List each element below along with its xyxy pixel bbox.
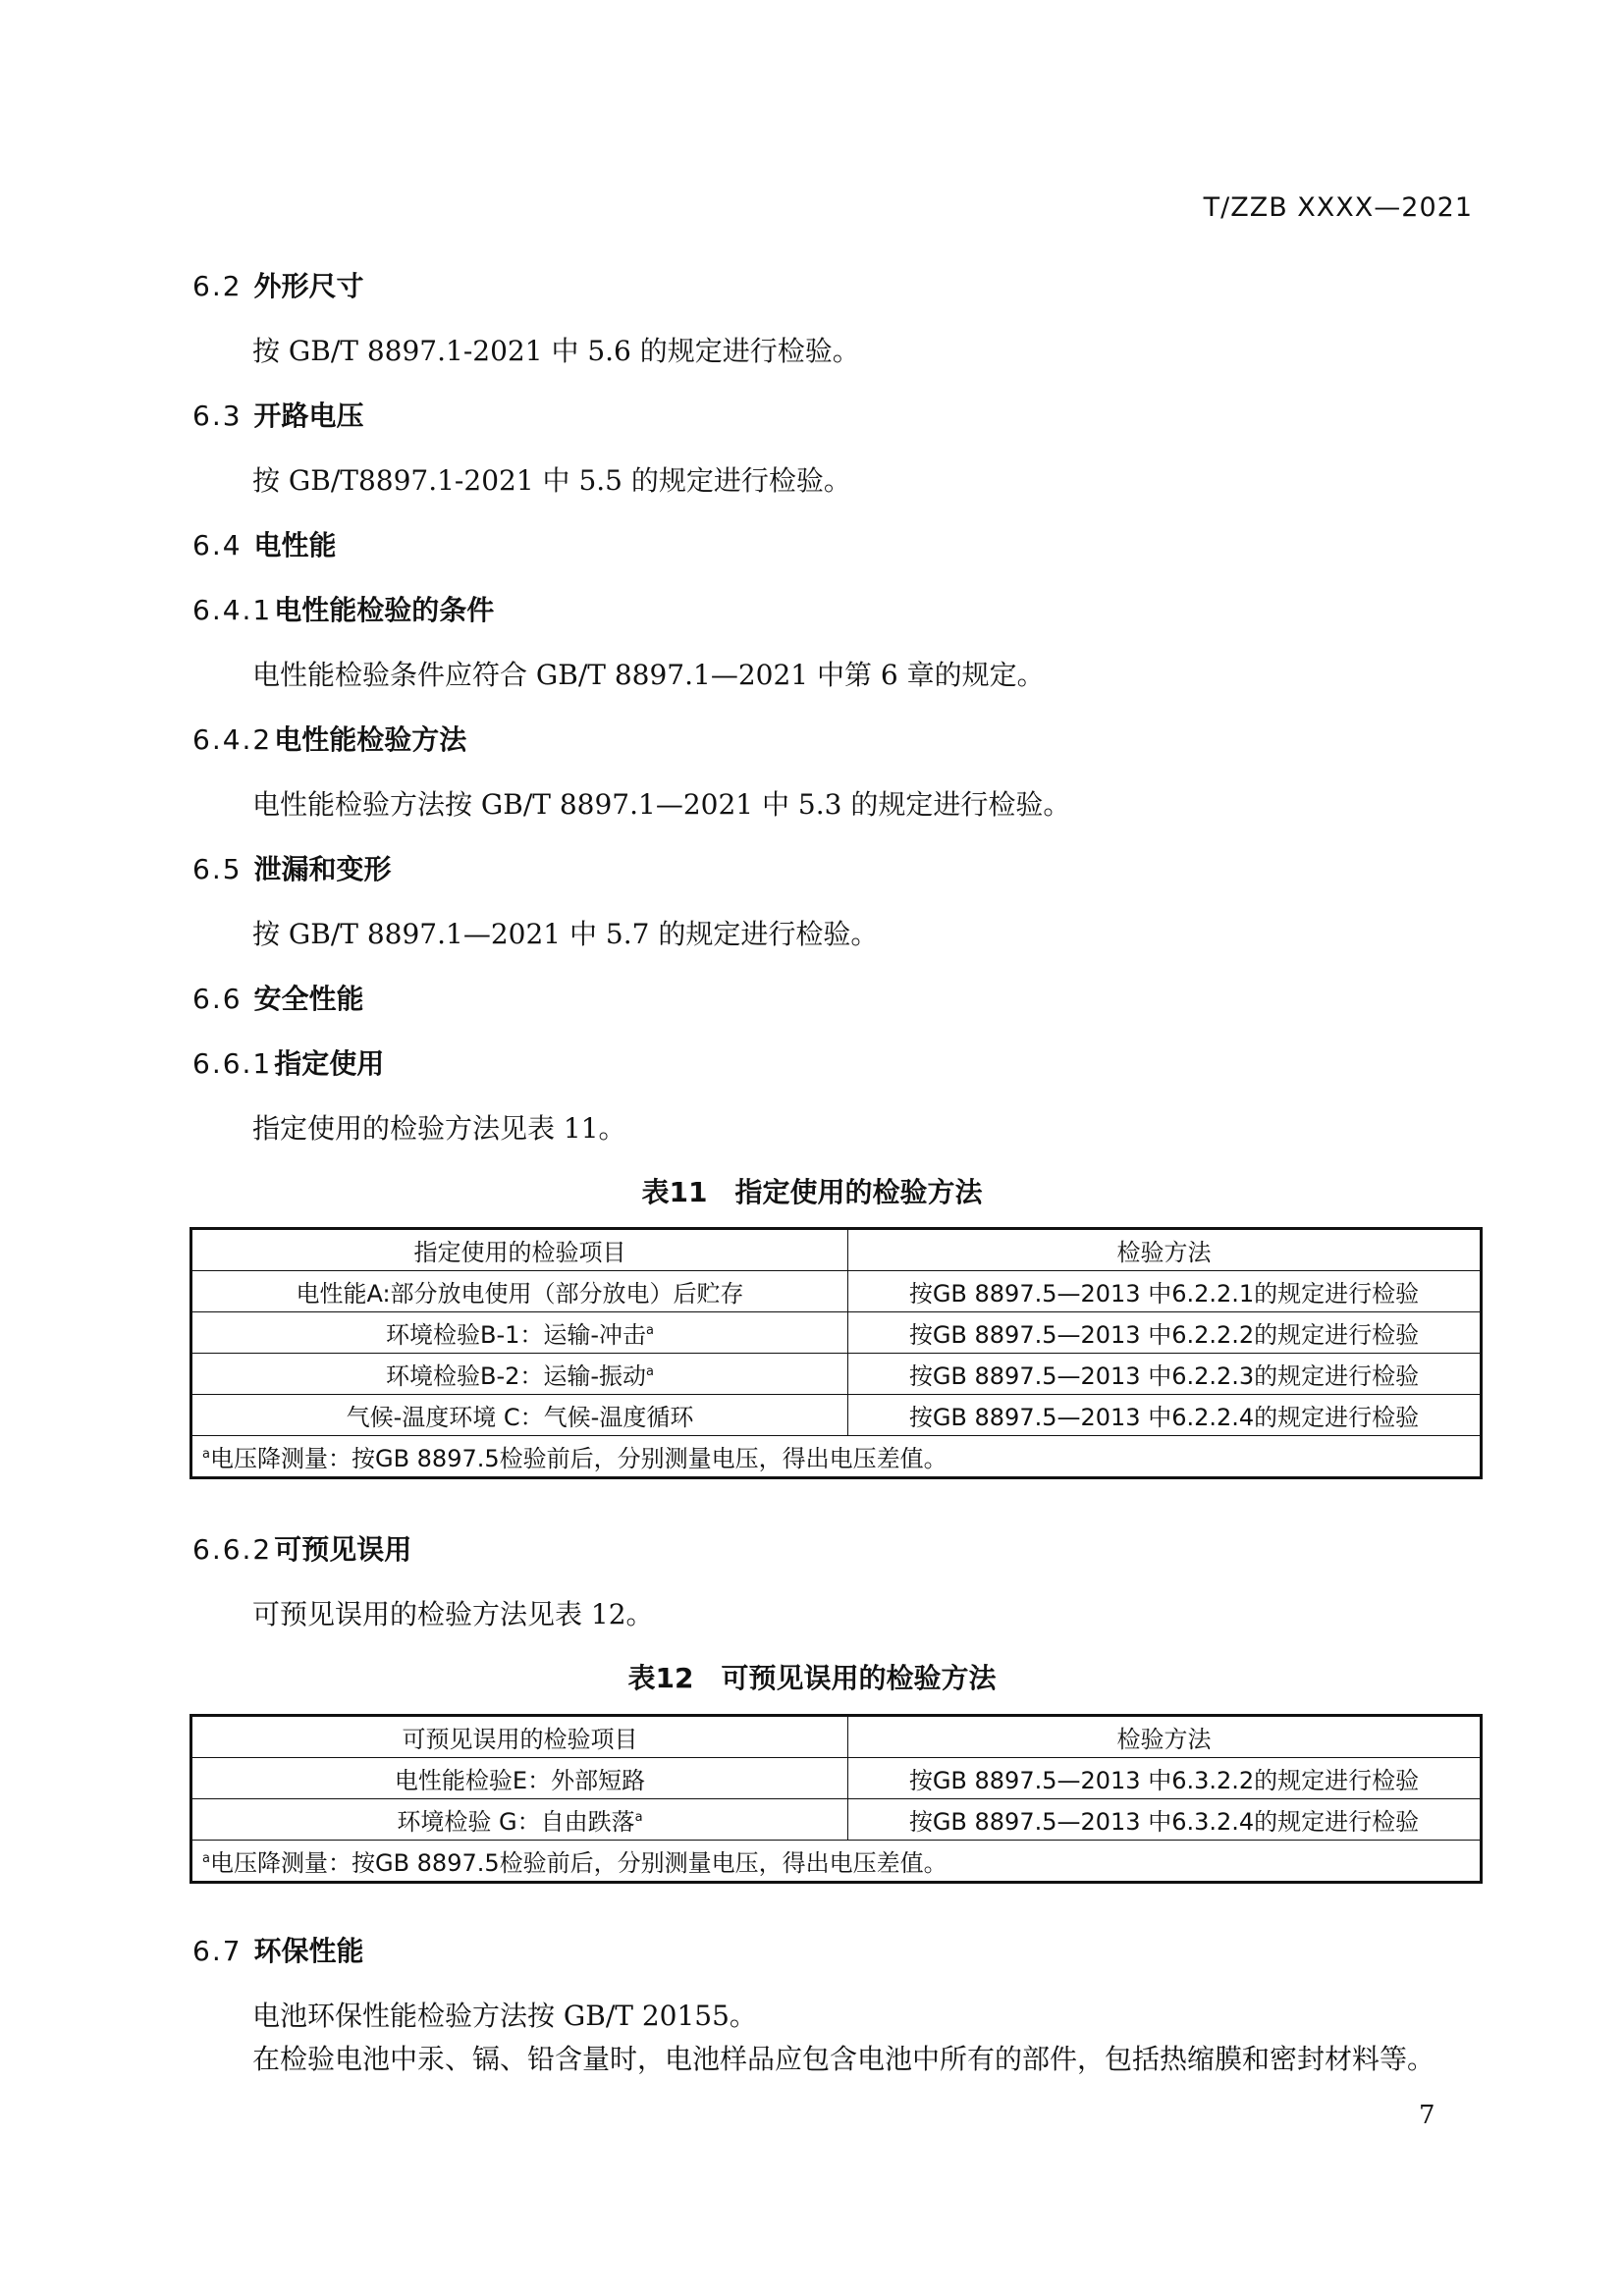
table-cell-item: 电性能A:部分放电使用（部分放电）后贮存 xyxy=(191,1271,848,1312)
table-cell-method: 按GB 8897.5—2013 中6.2.2.1的规定进行检验 xyxy=(848,1271,1482,1312)
table-note: $^a$电压降测量：按GB 8897.5检验前后，分别测量电压，得出电压差值。 xyxy=(191,1436,1482,1478)
table-note: $^a$电压降测量：按GB 8897.5检验前后，分别测量电压，得出电压差值。 xyxy=(191,1841,1482,1883)
table-row xyxy=(191,1271,1482,1312)
table-cell-item: 环境检验B-2：运输-振动$^a$ xyxy=(191,1354,848,1395)
table-12-caption: 表12 可预见误用的检验方法 xyxy=(627,1662,997,1694)
section-6-4-heading: 6.4 电性能 xyxy=(192,529,337,561)
table-header-cell: 检验方法 xyxy=(848,1229,1482,1271)
section-6-4-2-body: 电性能检验方法按 GB/T 8897.1—2021 中 5.3 的规定进行检验。 xyxy=(252,788,1071,821)
section-6-6-1-body: 指定使用的检验方法见表 11。 xyxy=(252,1112,626,1145)
table-12 xyxy=(189,1714,1483,1884)
table-cell-item: 环境检验B-1：运输-冲击$^a$ xyxy=(191,1312,848,1354)
table-row xyxy=(191,1354,1482,1395)
table-note-row xyxy=(191,1841,1482,1883)
table-header-row xyxy=(191,1716,1482,1758)
section-6-5-body: 按 GB/T 8897.1—2021 中 5.7 的规定进行检验。 xyxy=(252,918,879,950)
table-11-caption: 表11 指定使用的检验方法 xyxy=(641,1176,983,1208)
table-11 xyxy=(189,1227,1483,1479)
table-cell-method: 按GB 8897.5—2013 中6.2.2.2的规定进行检验 xyxy=(848,1312,1482,1354)
table-header-cell: 指定使用的检验项目 xyxy=(191,1229,848,1271)
section-6-7-body-1: 电池环保性能检验方法按 GB/T 20155。 xyxy=(252,2000,757,2032)
table-row xyxy=(191,1758,1482,1799)
section-6-6-2-body: 可预见误用的检验方法见表 12。 xyxy=(252,1598,654,1630)
page-number: 7 xyxy=(1419,2101,1435,2130)
table-cell-item: 气候-温度环境 C：气候-温度循环 xyxy=(191,1395,848,1436)
document-header-code: T/ZZB XXXX—2021 xyxy=(1203,192,1473,223)
section-6-4-1-heading: 6.4.1电性能检验的条件 xyxy=(192,594,495,626)
table-cell-method: 按GB 8897.5—2013 中6.2.2.3的规定进行检验 xyxy=(848,1354,1482,1395)
section-6-7-body-2: 在检验电池中汞、镉、铅含量时，电池样品应包含电池中所有的部件，包括热缩膜和密封材料等。 xyxy=(252,2043,1435,2075)
section-6-7-heading: 6.7 环保性能 xyxy=(192,1935,364,1967)
table-note-row xyxy=(191,1436,1482,1478)
section-6-4-2-heading: 6.4.2电性能检验方法 xyxy=(192,723,467,756)
section-6-3-body: 按 GB/T8897.1-2021 中 5.5 的规定进行检验。 xyxy=(252,464,851,497)
table-cell-method: 按GB 8897.5—2013 中6.2.2.4的规定进行检验 xyxy=(848,1395,1482,1436)
table-cell-method: 按GB 8897.5—2013 中6.3.2.4的规定进行检验 xyxy=(848,1799,1482,1841)
table-cell-method: 按GB 8897.5—2013 中6.3.2.2的规定进行检验 xyxy=(848,1758,1482,1799)
section-6-2-body: 按 GB/T 8897.1-2021 中 5.6 的规定进行检验。 xyxy=(252,335,860,367)
table-header-row xyxy=(191,1229,1482,1271)
section-6-6-heading: 6.6 安全性能 xyxy=(192,983,364,1015)
section-6-6-1-heading: 6.6.1指定使用 xyxy=(192,1047,385,1080)
table-row xyxy=(191,1395,1482,1436)
table-cell-item: 环境检验 G：自由跌落$^a$ xyxy=(191,1799,848,1841)
section-6-5-heading: 6.5 泄漏和变形 xyxy=(192,853,392,885)
table-row xyxy=(191,1799,1482,1841)
table-cell-item: 电性能检验E：外部短路 xyxy=(191,1758,848,1799)
section-6-2-heading: 6.2 外形尺寸 xyxy=(192,270,364,302)
table-row xyxy=(191,1312,1482,1354)
section-6-6-2-heading: 6.6.2可预见误用 xyxy=(192,1533,412,1566)
section-6-4-1-body: 电性能检验条件应符合 GB/T 8897.1—2021 中第 6 章的规定。 xyxy=(252,659,1045,691)
table-header-cell: 检验方法 xyxy=(848,1716,1482,1758)
section-6-3-heading: 6.3 开路电压 xyxy=(192,400,364,432)
table-header-cell: 可预见误用的检验项目 xyxy=(191,1716,848,1758)
